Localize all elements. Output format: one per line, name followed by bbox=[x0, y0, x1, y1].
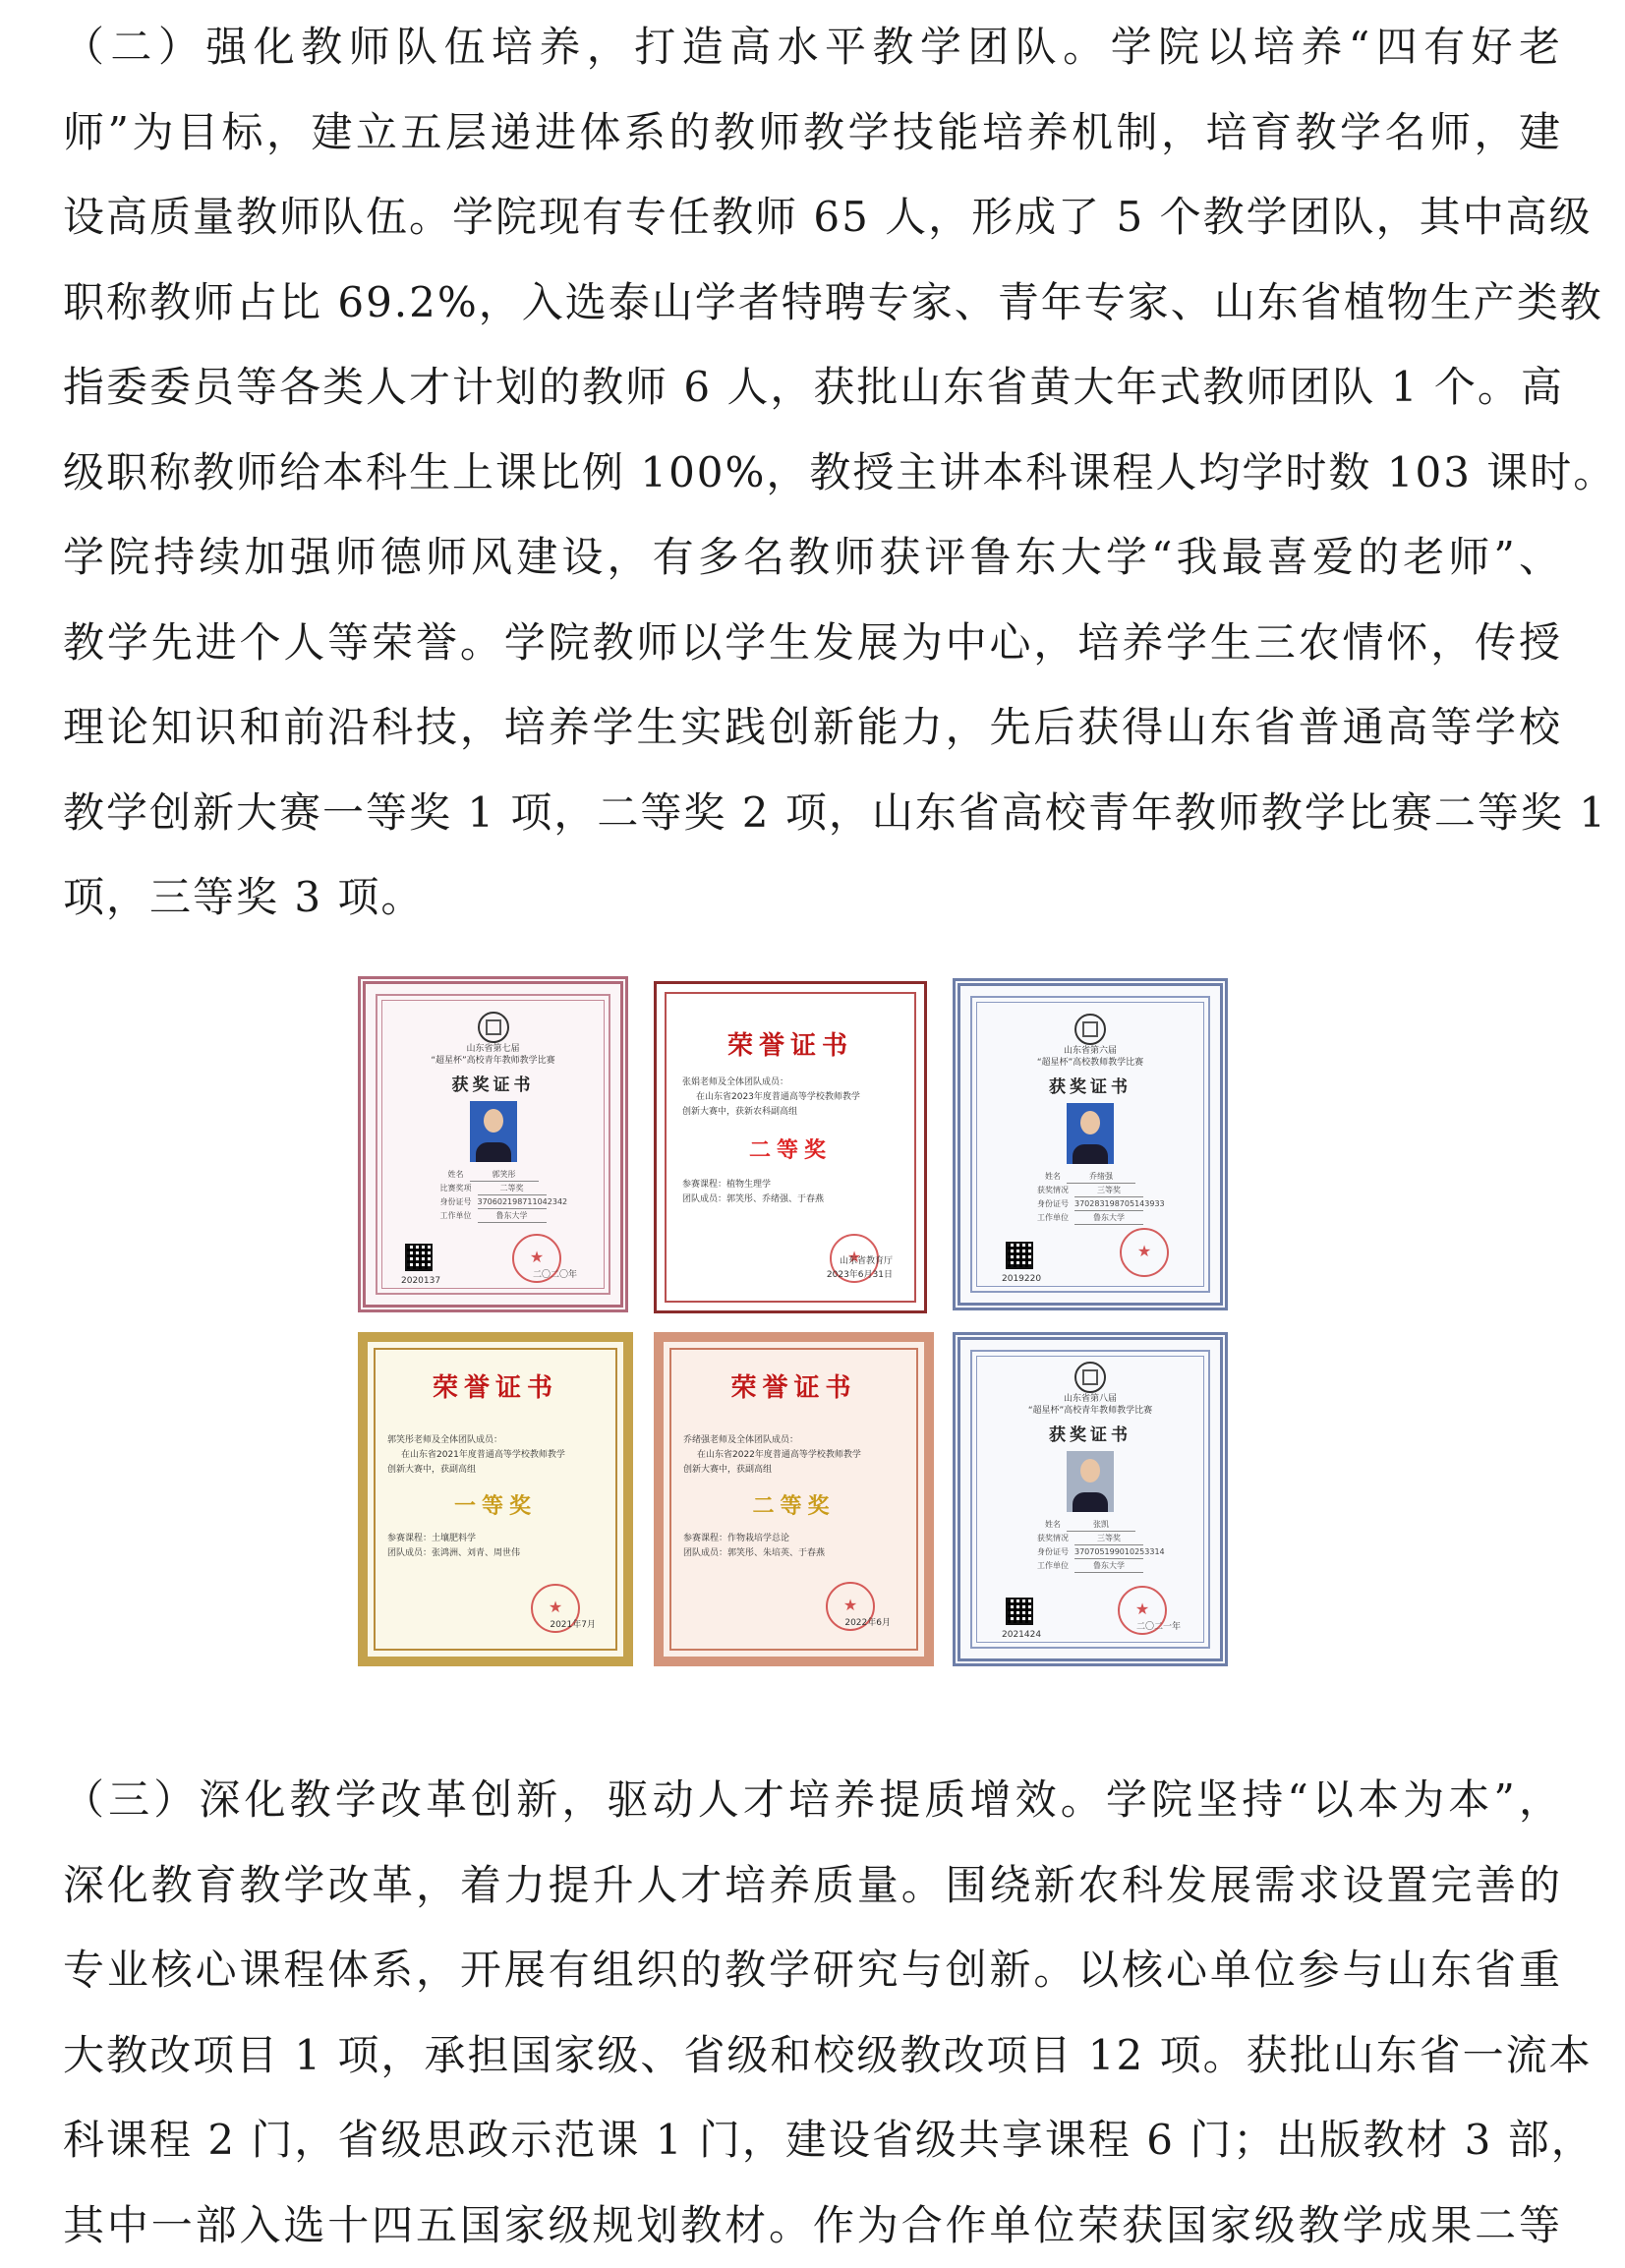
certificate-provincial-8th bbox=[953, 1332, 1228, 1666]
cert-prize: 一等奖 bbox=[387, 1489, 604, 1520]
cert-title: 荣誉证书 bbox=[387, 1367, 604, 1404]
text-line: 专业核心课程体系，开展有组织的教学研究与创新。以核心单位参与山东省重 bbox=[63, 1928, 1562, 2013]
cert-header-1: 山东省第六届 bbox=[960, 1045, 1220, 1057]
portrait-photo bbox=[1067, 1103, 1114, 1164]
text-line: 其中一部入选十四五国家级规划教材。作为合作单位荣获国家级教学成果二等 bbox=[63, 2183, 1562, 2268]
field-value: 鲁东大学 bbox=[478, 1209, 547, 1223]
certificate-provincial-7th bbox=[358, 976, 628, 1312]
field-value: 370705199010253314 bbox=[1074, 1545, 1143, 1559]
cert-body-line: 创新大赛中，获副高组 bbox=[683, 1463, 904, 1478]
cert-team: 团队成员：郭笑彤、朱培英、于春燕 bbox=[683, 1546, 904, 1561]
cert-prize: 二等奖 bbox=[683, 1489, 904, 1520]
text-line: 级职称教师给本科生上课比例 100%，教授主讲本科课程人均学时数 103 课时。 bbox=[63, 431, 1562, 516]
text-line: 项，三等奖 3 项。 bbox=[63, 855, 1562, 941]
text-line: （三）深化教学改革创新，驱动人才培养提质增效。学院坚持“以本为本”， bbox=[63, 1758, 1562, 1843]
field-value: 鲁东大学 bbox=[1074, 1211, 1143, 1225]
certificate-provincial-6th bbox=[953, 978, 1228, 1310]
field-label: 获奖情况 bbox=[1037, 1532, 1069, 1545]
text-line: 职称教师占比 69.2%，入选泰山学者特聘专家、青年专家、山东省植物生产类教 bbox=[63, 261, 1562, 346]
cert-number: 2020137 bbox=[401, 1275, 440, 1287]
field-label: 获奖情况 bbox=[1037, 1184, 1069, 1197]
field-label: 姓名 bbox=[448, 1168, 464, 1182]
cert-course: 参赛课程：作物栽培学总论 bbox=[683, 1532, 904, 1546]
cert-title: 获奖证书 bbox=[960, 1073, 1220, 1097]
cert-header-1: 山东省第八届 bbox=[960, 1393, 1220, 1405]
cert-date: 2021年7月 bbox=[550, 1619, 596, 1631]
certificate-honor-2022 bbox=[654, 1332, 934, 1666]
certificate-collage bbox=[358, 976, 1235, 1669]
text-line: 大教改项目 1 项，承担国家级、省级和校级教改项目 12 项。获批山东省一流本 bbox=[63, 2013, 1562, 2099]
field-label: 比赛奖项 bbox=[440, 1182, 472, 1195]
field-label: 身份证号 bbox=[1037, 1197, 1069, 1211]
text-line: 指委委员等各类人才计划的教师 6 人，获批山东省黄大年式教师团队 1 个。高 bbox=[63, 345, 1562, 431]
field-label: 身份证号 bbox=[440, 1195, 472, 1209]
cert-date: 二〇二一年 bbox=[1136, 1621, 1181, 1633]
field-value: 370602198711042342 bbox=[478, 1195, 547, 1209]
section-3-paragraph bbox=[63, 1758, 1562, 2268]
text-line: 深化教育教学改革，着力提升人才培养质量。围绕新农科发展需求设置完善的 bbox=[63, 1843, 1562, 1929]
field-value: 三等奖 bbox=[1074, 1184, 1143, 1197]
cert-header-1: 山东省第七届 bbox=[366, 1043, 620, 1055]
cert-team: 团队成员：郭笑彤、乔绪强、于春燕 bbox=[682, 1192, 899, 1207]
field-value: 鲁东大学 bbox=[1074, 1559, 1143, 1573]
cert-body-line: 创新大赛中，获副高组 bbox=[387, 1463, 604, 1478]
official-seal-icon bbox=[1120, 1228, 1169, 1277]
cert-title: 荣誉证书 bbox=[682, 1025, 899, 1062]
field-label: 姓名 bbox=[1045, 1518, 1061, 1532]
cert-body-line: 在山东省2022年度普通高等学校教师教学 bbox=[683, 1448, 904, 1463]
field-value: 二等奖 bbox=[478, 1182, 547, 1195]
field-value: 370283198705143933 bbox=[1074, 1197, 1143, 1211]
cert-body-line: 创新大赛中，获新农科副高组 bbox=[682, 1105, 899, 1120]
field-value: 乔绪强 bbox=[1067, 1170, 1135, 1184]
cert-header-2: “超星杯”高校青年教师教学比赛 bbox=[366, 1055, 620, 1067]
cert-header-2: “超星杯”高校青年教师教学比赛 bbox=[960, 1405, 1220, 1417]
text-line: 师”为目标，建立五层递进体系的教师教学技能培养机制，培育教学名师，建 bbox=[63, 90, 1562, 176]
certificate-honor-2021 bbox=[358, 1332, 633, 1666]
cert-issuer: 山东省教育厅 bbox=[840, 1255, 893, 1267]
portrait-photo bbox=[1067, 1451, 1114, 1512]
cert-header-2: “超星杯”高校教师教学比赛 bbox=[960, 1057, 1220, 1069]
cert-recipient: 乔绪强老师及全体团队成员： bbox=[683, 1433, 904, 1448]
field-label: 工作单位 bbox=[1037, 1559, 1069, 1573]
cert-title: 荣誉证书 bbox=[683, 1367, 904, 1404]
cert-title: 获奖证书 bbox=[366, 1071, 620, 1095]
field-label: 身份证号 bbox=[1037, 1545, 1069, 1559]
qr-code-icon bbox=[405, 1244, 433, 1271]
text-line: 教学先进个人等荣誉。学院教师以学生发展为中心，培养学生三农情怀，传授 bbox=[63, 601, 1562, 686]
text-line: （二）强化教师队伍培养，打造高水平教学团队。学院以培养“四有好老 bbox=[63, 5, 1562, 90]
cert-date: 2023年6月31日 bbox=[827, 1269, 893, 1281]
cert-course: 参赛课程：土壤肥料学 bbox=[387, 1532, 604, 1546]
cert-prize: 二等奖 bbox=[682, 1134, 899, 1164]
field-label: 姓名 bbox=[1045, 1170, 1061, 1184]
cert-number: 2021424 bbox=[1002, 1629, 1041, 1641]
cert-recipient: 郭笑彤老师及全体团队成员： bbox=[387, 1433, 604, 1448]
text-line: 科课程 2 门，省级思政示范课 1 门，建设省级共享课程 6 门；出版教材 3 部， bbox=[63, 2098, 1562, 2183]
field-value: 三等奖 bbox=[1074, 1532, 1143, 1545]
cert-number: 2019220 bbox=[1002, 1273, 1041, 1285]
certificate-honor-2023 bbox=[654, 981, 927, 1313]
cert-title: 获奖证书 bbox=[960, 1421, 1220, 1445]
university-emblem-icon bbox=[1074, 1014, 1106, 1045]
text-line: 设高质量教师队伍。学院现有专任教师 65 人，形成了 5 个教学团队，其中高级 bbox=[63, 175, 1562, 261]
cert-date: 二〇二〇年 bbox=[533, 1269, 577, 1281]
field-label: 工作单位 bbox=[1037, 1211, 1069, 1225]
text-line: 教学创新大赛一等奖 1 项，二等奖 2 项，山东省高校青年教师教学比赛二等奖 1 bbox=[63, 771, 1562, 856]
cert-team: 团队成员：张鸿洲、刘青、周世伟 bbox=[387, 1546, 604, 1561]
text-line: 学院持续加强师德师风建设，有多名教师获评鲁东大学“我最喜爱的老师”、 bbox=[63, 515, 1562, 601]
cert-body-line: 在山东省2023年度普通高等学校教师教学 bbox=[682, 1090, 899, 1105]
qr-code-icon bbox=[1006, 1242, 1033, 1269]
section-2-paragraph bbox=[63, 5, 1562, 941]
cert-date: 2022年6月 bbox=[844, 1617, 891, 1629]
cert-recipient: 张娟老师及全体团队成员： bbox=[682, 1076, 899, 1090]
university-emblem-icon bbox=[1074, 1362, 1106, 1393]
qr-code-icon bbox=[1006, 1598, 1033, 1625]
field-value: 张凯 bbox=[1067, 1518, 1135, 1532]
cert-course: 参赛课程：植物生理学 bbox=[682, 1178, 899, 1192]
cert-body-line: 在山东省2021年度普通高等学校教师教学 bbox=[387, 1448, 604, 1463]
field-value: 郭笑彤 bbox=[470, 1168, 539, 1182]
university-emblem-icon bbox=[478, 1012, 509, 1043]
text-line: 理论知识和前沿科技，培养学生实践创新能力，先后获得山东省普通高等学校 bbox=[63, 685, 1562, 771]
field-label: 工作单位 bbox=[440, 1209, 472, 1223]
portrait-photo bbox=[470, 1101, 517, 1162]
